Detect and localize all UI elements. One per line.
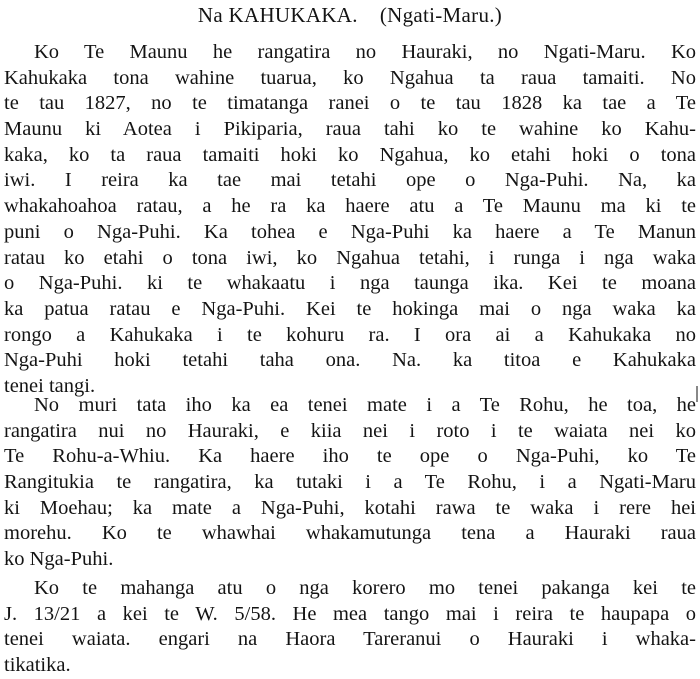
paragraph-2: [4, 393, 696, 573]
text-line: te tau 1827, no te timatanga ranei o te tau 1828 ka tae a Te: [4, 92, 696, 115]
scan-edge-mark: [696, 386, 698, 402]
text-line: puni o Nga-Puhi. Ka tohea e Nga-Puhi ka haere a Te Manun: [4, 220, 696, 243]
text-line: kaka, ko ta raua tamaiti hoki ko Ngahua, ko etahi hoki o tona: [4, 143, 696, 166]
text-line: Nga-Puhi hoki tetahi taha ona. Na. ka titoa e Kahukaka: [4, 349, 696, 372]
text-line: Ko Te Maunu he rangatira no Hauraki, no Ngati-Maru. Ko: [34, 41, 696, 63]
text-line: Kahukaka tona wahine tuarua, ko Ngahua ta raua tamaiti. No: [4, 66, 696, 89]
text-line: Maunu ki Aotea i Pikiparia, raua tahi ko te wahine ko Kahu-: [4, 118, 696, 141]
text-line: morehu. Ko te whawhai whakamutunga tena a Hauraki raua: [4, 522, 696, 545]
text-line: whakahoahoa ratau, a he ra ka haere atu a Te Maunu ma ki te: [4, 195, 696, 218]
text-line: ratau ko etahi o tona iwi, ko Ngahua tetahi, i runga i nga waka: [4, 246, 696, 269]
text-line: o Nga-Puhi. ki te whakaatu i nga taunga ika. Kei te moana: [4, 272, 696, 295]
text-line: tenei tangi.: [4, 374, 96, 397]
text-line: ki Moehau; ka mate a Nga-Puhi, kotahi rawa te waka i rere hei: [4, 496, 696, 519]
text-line: tenei waiata. engari na Haora Tareranui o Hauraki i whaka-: [4, 628, 696, 651]
text-line: iwi. I reira ka tae mai tetahi ope o Nga-Puhi. Na, ka: [4, 169, 696, 192]
text-line: Ko te mahanga atu o nga korero mo tenei pakanga kei te: [34, 577, 696, 599]
title-text: Na KAHUKAKA.: [197, 3, 358, 27]
text-line: ko Nga-Puhi.: [4, 548, 114, 571]
tribe-text: (Ngati-Maru.): [379, 3, 503, 27]
page-title: [0, 2, 700, 28]
text-line: rongo a Kahukaka i te kohuru ra. I ora ai a Kahukaka no: [4, 323, 696, 346]
text-line: ka patua ratau e Nga-Puhi. Kei te hokinga mai o nga waka ka: [4, 297, 696, 320]
text-line: rangatira nui no Hauraki, e kiia nei i roto i te waiata nei ko: [4, 419, 696, 442]
text-line: No muri tata iho ka ea tenei mate i a Te Rohu, he toa, he: [34, 394, 696, 416]
paragraph-3: [4, 576, 696, 679]
text-line: Te Rohu-a-Whiu. Ka haere iho te ope o Nga-Puhi, ko Te: [4, 445, 696, 468]
text-line: tikatika.: [4, 654, 71, 677]
text-line: Rangitukia te rangatira, ka tutaki i a Te Rohu, i a Ngati-Maru: [4, 471, 696, 494]
paragraph-1: [4, 40, 696, 400]
text-line: J. 13/21 a kei te W. 5/58. He mea tango mai i reira te haupapa o: [4, 602, 696, 625]
